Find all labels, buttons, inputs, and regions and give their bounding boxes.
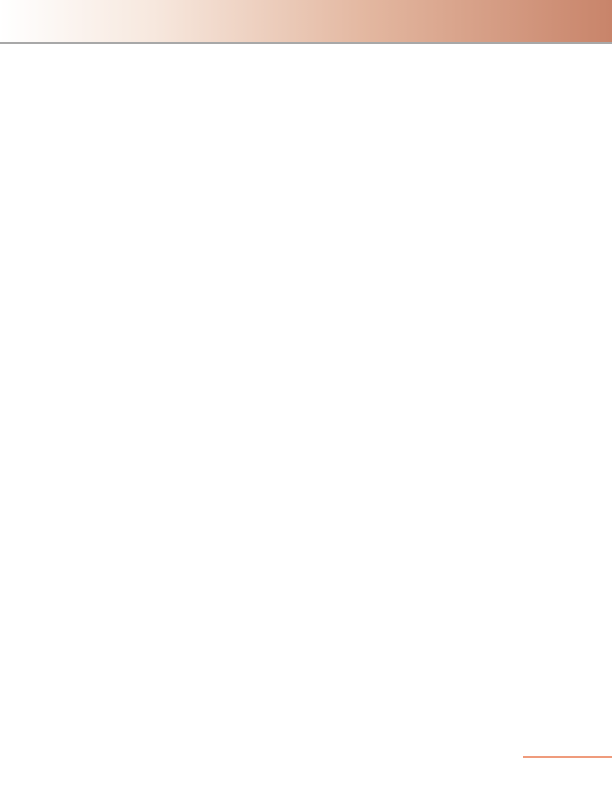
cladogram-svg: [36, 226, 420, 762]
page-number-rule: [523, 756, 612, 758]
header-gradient-band: [0, 0, 612, 42]
figure-2-2-cladogram: [36, 226, 420, 762]
header-rule: [0, 42, 612, 44]
